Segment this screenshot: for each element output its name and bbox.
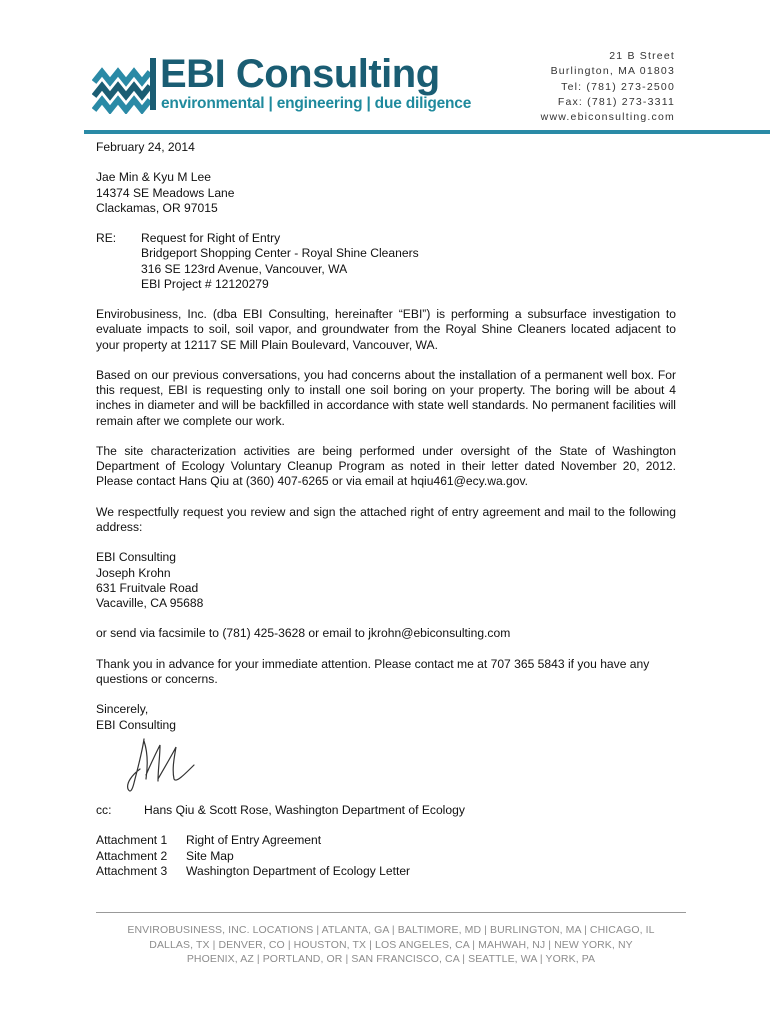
recipient-name: Jae Min & Kyu M Lee (96, 170, 211, 185)
attachment-label: Attachment 3 (96, 863, 168, 878)
company-logo (92, 52, 472, 116)
attachment-row (96, 833, 676, 848)
footer-line: ENVIROBUSINESS, INC. LOCATIONS | ATLANTA, GA | BALTIMORE, MD | BURLINGTON, MA | CHICAGO, IL (127, 924, 655, 936)
subject-line: Bridgeport Shopping Center - Royal Shine Cleaners (141, 246, 419, 261)
company-address (541, 49, 675, 125)
address-city: Burlington, MA 01803 (550, 65, 675, 78)
footer-line: PHOENIX, AZ | PORTLAND, OR | SAN FRANCISCO, CA | SEATTLE, WA | YORK, PA (186, 953, 596, 965)
closing-org: EBI Consulting (96, 717, 176, 732)
subject-block (96, 231, 676, 292)
logo-brand: EBI (160, 52, 226, 96)
address-fax: Fax: (781) 273-3311 (557, 95, 675, 108)
attachment-title: Right of Entry Agreement (186, 833, 322, 848)
attachment-row (96, 864, 676, 879)
signature-icon (114, 735, 204, 795)
paragraph-intro: Envirobusiness, Inc. (dba EBI Consulting, hereinafter “EBI”) is performing a subsurface investigation to evaluate impacts to soil, soil vapor, and groundwater from the Royal Shine Cleaners located adjacent to your property at 12117 SE Mill Plain Boulevard, Vancouver, WA. (96, 307, 676, 352)
letter-body (96, 140, 676, 879)
fax-email-line: or send via facsimile to (781) 425-3628 or email to jkrohn@ebiconsulting.com (96, 626, 511, 641)
logo-brand-rest: Consulting (235, 52, 440, 96)
cc-label: cc: (96, 802, 112, 817)
address-street: 21 B Street (609, 50, 675, 62)
cc-recipients: Hans Qiu & Scott Rose, Washington Department of Ecology (144, 802, 465, 817)
paragraph-request: We respectfully request you review and sign the attached right of entry agreement and mail to the following address: (96, 504, 676, 534)
footer-locations (96, 923, 686, 967)
paragraph-thanks: Thank you in advance for your immediate attention. Please contact me at 707 365 5843 if you have any questions or concerns. (96, 656, 650, 686)
mail-address-line: Vacaville, CA 95688 (96, 595, 204, 610)
recipient-street: 14374 SE Meadows Lane (96, 185, 235, 200)
logo-wordmark (160, 52, 440, 96)
attachment-row (96, 849, 676, 864)
mail-address-line: EBI Consulting (96, 550, 176, 565)
paragraph-concerns: Based on our previous conversations, you had concerns about the installation of a permanent well box. For this request, EBI is requesting only to install one soil boring on your property. The boring will be about 4 inches in diameter and will be backfilled in accordance with state well standards. No permanent facilities will remain after we complete our work. (96, 367, 676, 428)
header-divider (84, 130, 770, 134)
address-web: www.ebiconsulting.com (540, 111, 675, 124)
recipient-city: Clackamas, OR 97015 (96, 200, 218, 215)
ebi-logo-mark-icon (92, 52, 156, 114)
footer-line: DALLAS, TX | DENVER, CO | HOUSTON, TX | LOS ANGELES, CA | MAHWAH, NJ | NEW YORK, NY (149, 938, 633, 951)
footer-divider (96, 912, 686, 913)
attachment-title: Site Map (186, 848, 234, 863)
subject-line: EBI Project # 12120279 (141, 276, 269, 291)
paragraph-oversight: The site characterization activities are being performed under oversight of the State of Washington Department of Ecology Voluntary Cleanup Program as noted in their letter dated November 20, 2012. Please contact Hans Qiu at (360) 407-6265 or via email at hqiu461@ecy.wa.gov. (96, 443, 676, 489)
closing: Sincerely, (96, 702, 149, 717)
subject-line: 316 SE 123rd Avenue, Vancouver, WA (141, 261, 348, 276)
mail-address-line: Joseph Krohn (96, 565, 171, 580)
subject-label: RE: (96, 231, 117, 246)
mail-address-line: 631 Fruitvale Road (96, 580, 199, 595)
letter-date: February 24, 2014 (96, 140, 195, 154)
address-tel: Tel: (781) 273-2500 (561, 80, 675, 93)
cc-block (96, 803, 676, 818)
attachment-label: Attachment 1 (96, 833, 168, 848)
attachment-label: Attachment 2 (96, 848, 168, 863)
attachment-title: Washington Department of Ecology Letter (186, 863, 411, 878)
logo-tagline: environmental | engineering | due diligence (161, 95, 472, 112)
subject-line: Request for Right of Entry (141, 231, 281, 246)
